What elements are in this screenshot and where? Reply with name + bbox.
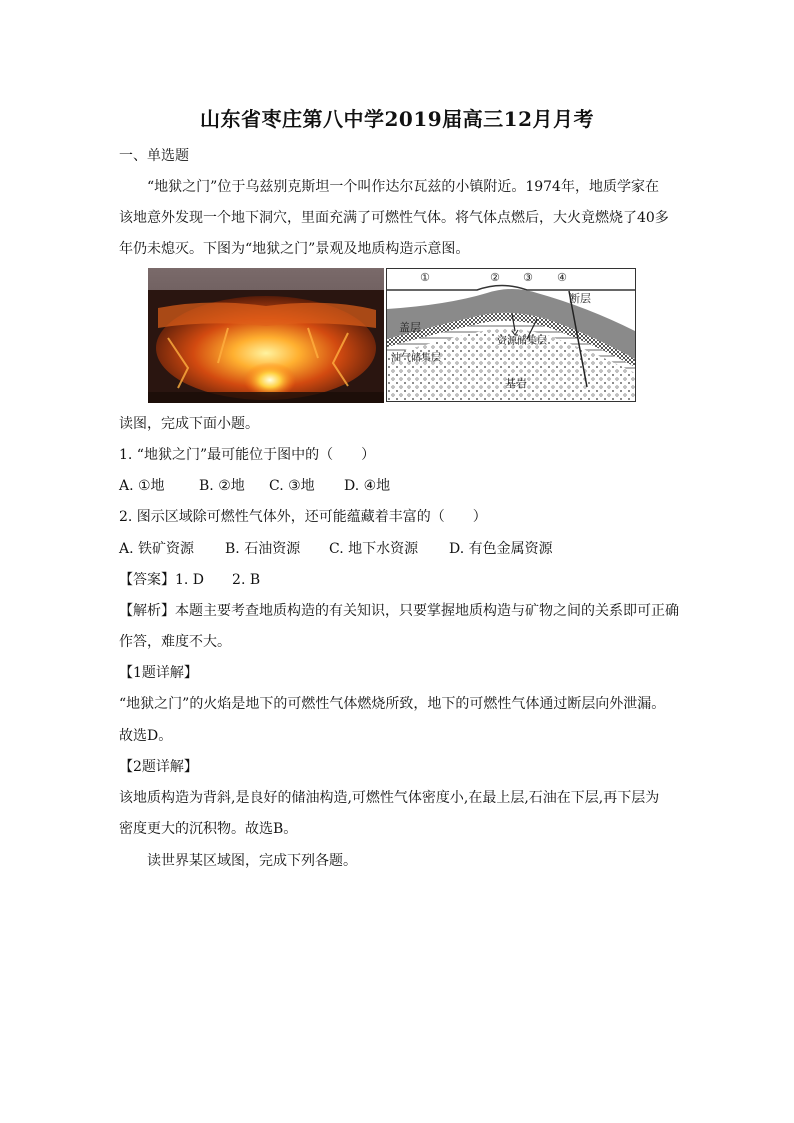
question-2-options bbox=[119, 539, 679, 559]
analysis-line-1: 【解析】本题主要考查地质构造的有关知识，只要掌握地质构造与矿物之间的关系即可正确 bbox=[119, 603, 679, 619]
figure-group bbox=[148, 268, 638, 403]
q2-option-c: C. 地下水资源 bbox=[329, 541, 419, 557]
bedrock-label: 基岩 bbox=[505, 377, 527, 390]
q1-option-b: B. ②地 bbox=[199, 478, 245, 494]
q2-option-a: A. 铁矿资源 bbox=[119, 541, 195, 557]
point-3-label: ③ bbox=[523, 271, 533, 284]
question-1-stem: 1. “地狱之门”最可能位于图中的（ ） bbox=[119, 447, 376, 463]
detail-1-line-2: 故选D。 bbox=[119, 728, 173, 744]
point-1-label: ① bbox=[420, 271, 430, 284]
detail-1-line-1: “地狱之门”的火焰是地下的可燃性气体燃烧所致，地下的可燃性气体通过断层向外泄漏。 bbox=[119, 696, 666, 712]
resource-layer-label: 资源储集层 bbox=[497, 336, 547, 347]
section-heading: 一、单选题 bbox=[119, 148, 189, 164]
next-instruction: 读世界某区域图，完成下列各题。 bbox=[147, 853, 357, 869]
q2-option-d: D. 有色金属资源 bbox=[449, 541, 553, 557]
question-2-stem: 2. 图示区域除可燃性气体外，还可能蕴藏着丰富的（ ） bbox=[119, 509, 487, 525]
instruction: 读图，完成下面小题。 bbox=[119, 416, 259, 432]
oil-layer-label: 油气储集层 bbox=[391, 353, 441, 364]
q2-option-b: B. 石油资源 bbox=[225, 541, 301, 557]
detail-1-heading: 【1题详解】 bbox=[119, 665, 198, 681]
burning-crater-photo bbox=[148, 268, 384, 403]
question-1-options bbox=[119, 476, 679, 496]
page-title: 山东省枣庄第八中学2019届高三12月月考 bbox=[200, 107, 594, 131]
detail-2-heading: 【2题详解】 bbox=[119, 759, 198, 775]
point-2-label: ② bbox=[490, 271, 500, 284]
q1-option-d: D. ④地 bbox=[344, 478, 391, 494]
passage-line-3: 年仍未熄灭。下图为“地狱之门”景观及地质构造示意图。 bbox=[119, 241, 470, 257]
answer-line: 【答案】1. D 2. B bbox=[119, 572, 261, 588]
point-4-label: ④ bbox=[557, 271, 567, 284]
detail-2-line-2: 密度更大的沉积物。故选B。 bbox=[119, 821, 298, 837]
detail-2-line-1: 该地质构造为背斜,是良好的储油构造,可燃性气体密度小,在最上层,石油在下层,再下层为 bbox=[119, 790, 660, 806]
q1-option-a: A. ①地 bbox=[119, 478, 165, 494]
q1-option-c: C. ③地 bbox=[269, 478, 315, 494]
passage-line-2: 该地意外发现一个地下洞穴，里面充满了可燃性气体。将气体点燃后，大火竟燃烧了40多 bbox=[119, 210, 669, 226]
fault-label: 断层 bbox=[569, 292, 591, 305]
geologic-structure-diagram bbox=[386, 268, 636, 402]
analysis-line-2: 作答，难度不大。 bbox=[119, 634, 231, 650]
passage-line-1: “地狱之门”位于乌兹别克斯坦一个叫作达尔瓦兹的小镇附近。1974年，地质学家在 bbox=[147, 179, 659, 195]
caprock-label: 盖层 bbox=[399, 321, 421, 334]
